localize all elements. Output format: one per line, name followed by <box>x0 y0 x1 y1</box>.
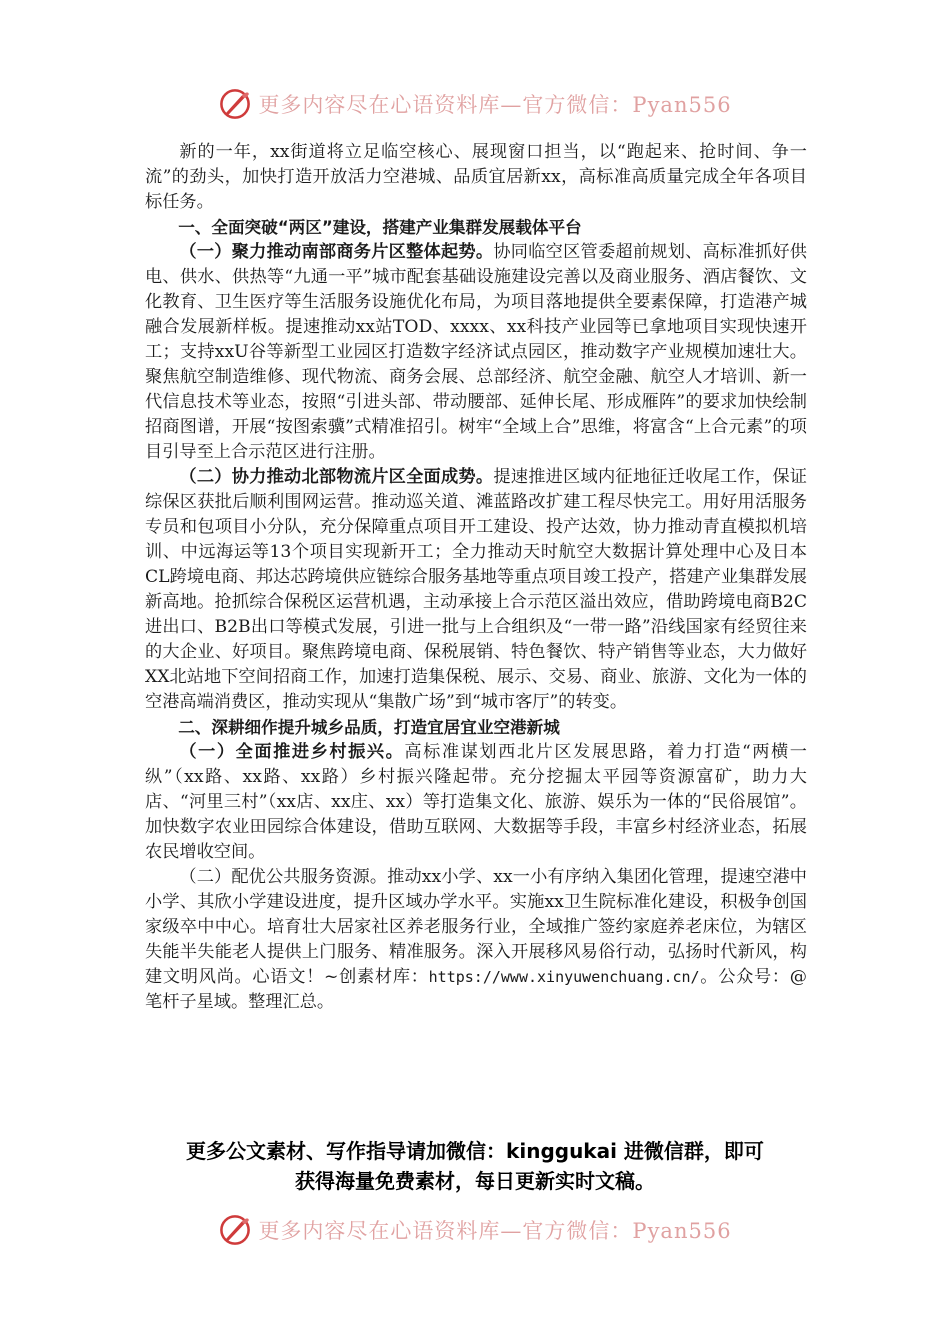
section-1-1-paragraph <box>145 240 807 465</box>
promo-notice <box>0 1136 950 1196</box>
source-url-link[interactable]: https://www.xinyuwenchuang.cn/ <box>428 968 700 986</box>
section-1-1-lead: （一）聚力推动南部商务片区整体起势。 <box>179 242 494 262</box>
promo-line-2: 获得海量免费素材，每日更新实时文稿。 <box>295 1169 655 1193</box>
section-1-2-lead: （二）协力推动北部物流片区全面成势。 <box>179 467 494 487</box>
document-body <box>145 140 807 1015</box>
quill-pen-logo-icon <box>218 87 252 121</box>
section-1-2-body: 提速推进区域内征地征迁收尾工作，保证综保区获批后顺利围网运营。推动巡关道、滩蓝路改扩建工程尽快完工。用好用活服务专员和包项目小分队，充分保障重点项目开工建设、投产达效，协力推动青直模拟机培训、中远海运等13个项目实现新开工；全力推动天时航空大数据计算处理中心及日本CL跨境电商、邦达芯跨境供应链综合服务基地等重点项目竣工投产，搭建产业集群发展新高地。抢抓综合保税区运营机遇，主动承接上合示范区溢出效应，借助跨境电商B2C进出口、B2B出口等模式发展，引进一批与上合组织及“一带一路”沿线国家有经贸往来的大企业、好项目。聚焦跨境电商、保税展销、特色餐饮、特产销售等业态，大力做好XX北站地下空间招商工作，加速打造集保税、展示、交易、商业、旅游、文化为一体的空港高端消费区，推动实现从“集散广场”到“城市客厅”的转变。 <box>145 467 807 712</box>
intro-paragraph: 新的一年，xx街道将立足临空核心、展现窗口担当，以“跑起来、抢时间、争一流”的劲头，加快打造开放活力空港城、品质宜居新xx，高标准高质量完成全年各项目标任务。 <box>145 142 807 212</box>
section-2-2-body: （二）配优公共服务资源。推动xx小学、xx一小有序纳入集团化管理，提速空港中小学、其欣小学建设进度，提升区域办学水平。实施xx卫生院标准化建设，积极争创国家级卒中中心。培育壮大居家社区养老服务行业，全域推广签约家庭养老床位，为辖区失能半失能老人提供上门服务、精准服务。深入开展移风易俗行动，弘扬时代新风，构建文明风尚。 <box>145 867 807 987</box>
section-2-1-paragraph <box>145 740 807 865</box>
section-2-1-body: 高标准谋划西北片区发展思路，着力打造“两横一纵”（xx路、xx路、xx路）乡村振兴隆起带。充分挖掘太平园等资源富矿，助力大店、“河里三村”（xx店、xx庄、xx）等打造集文化、旅游、娱乐为一体的“民俗展馆”。加快数字农业田园综合体建设，借助互联网、大数据等手段，丰富乡村经济业态，拓展农民增收空间。 <box>145 742 807 862</box>
banner-text: 更多内容尽在心语资料库—官方微信：Pyan556 <box>258 93 732 117</box>
section-1-1-body: 协同临空区管委超前规划、高标准抓好供电、供水、供热等“九通一平”城市配套基础设施建设完善以及商业服务、酒店餐饮、文化教育、卫生医疗等生活服务设施优化布局，为项目落地提供全要素保障，打造港产城融合发展新样板。提速推动xx站TOD、xxxx、xx科技产业园等已拿地项目实现快速开工；支持xxU谷等新型工业园区打造数字经济试点园区，推动数字产业规模加速壮大。聚焦航空制造维修、现代物流、商务会展、总部经济、航空金融、航空人才培训、新一代信息技术等业态，按照“引进头部、带动腰部、延伸长尾、形成雁阵”的要求加快绘制招商图谱，开展“按图索骥”式精准招引。树牢“全域上合”思维，将富含“上合元素”的项目引导至上合示范区进行注册。 <box>145 242 807 462</box>
section-2-2-paragraph <box>145 865 807 1015</box>
footer-banner <box>0 1208 950 1252</box>
header-banner <box>0 82 950 126</box>
section-1-heading: 一、全面突破“两区”建设，搭建产业集群发展载体平台 <box>178 218 582 237</box>
quill-pen-logo-icon <box>218 1213 252 1247</box>
section-2-1-lead: （一）全面推进乡村振兴。 <box>179 742 405 762</box>
banner-text: 更多内容尽在心语资料库—官方微信：Pyan556 <box>258 1219 732 1243</box>
source-credit: 心语文！~创素材库： <box>252 967 429 987</box>
source-tail: 。公众号：@笔杆子星域。整理汇总。 <box>145 967 807 1012</box>
section-2-heading: 二、深耕细作提升城乡品质，打造宜居宜业空港新城 <box>178 718 560 737</box>
section-1-2-paragraph <box>145 465 807 715</box>
promo-line-1: 更多公文素材、写作指导请加微信：kinggukai 进微信群，即可 <box>186 1139 764 1163</box>
